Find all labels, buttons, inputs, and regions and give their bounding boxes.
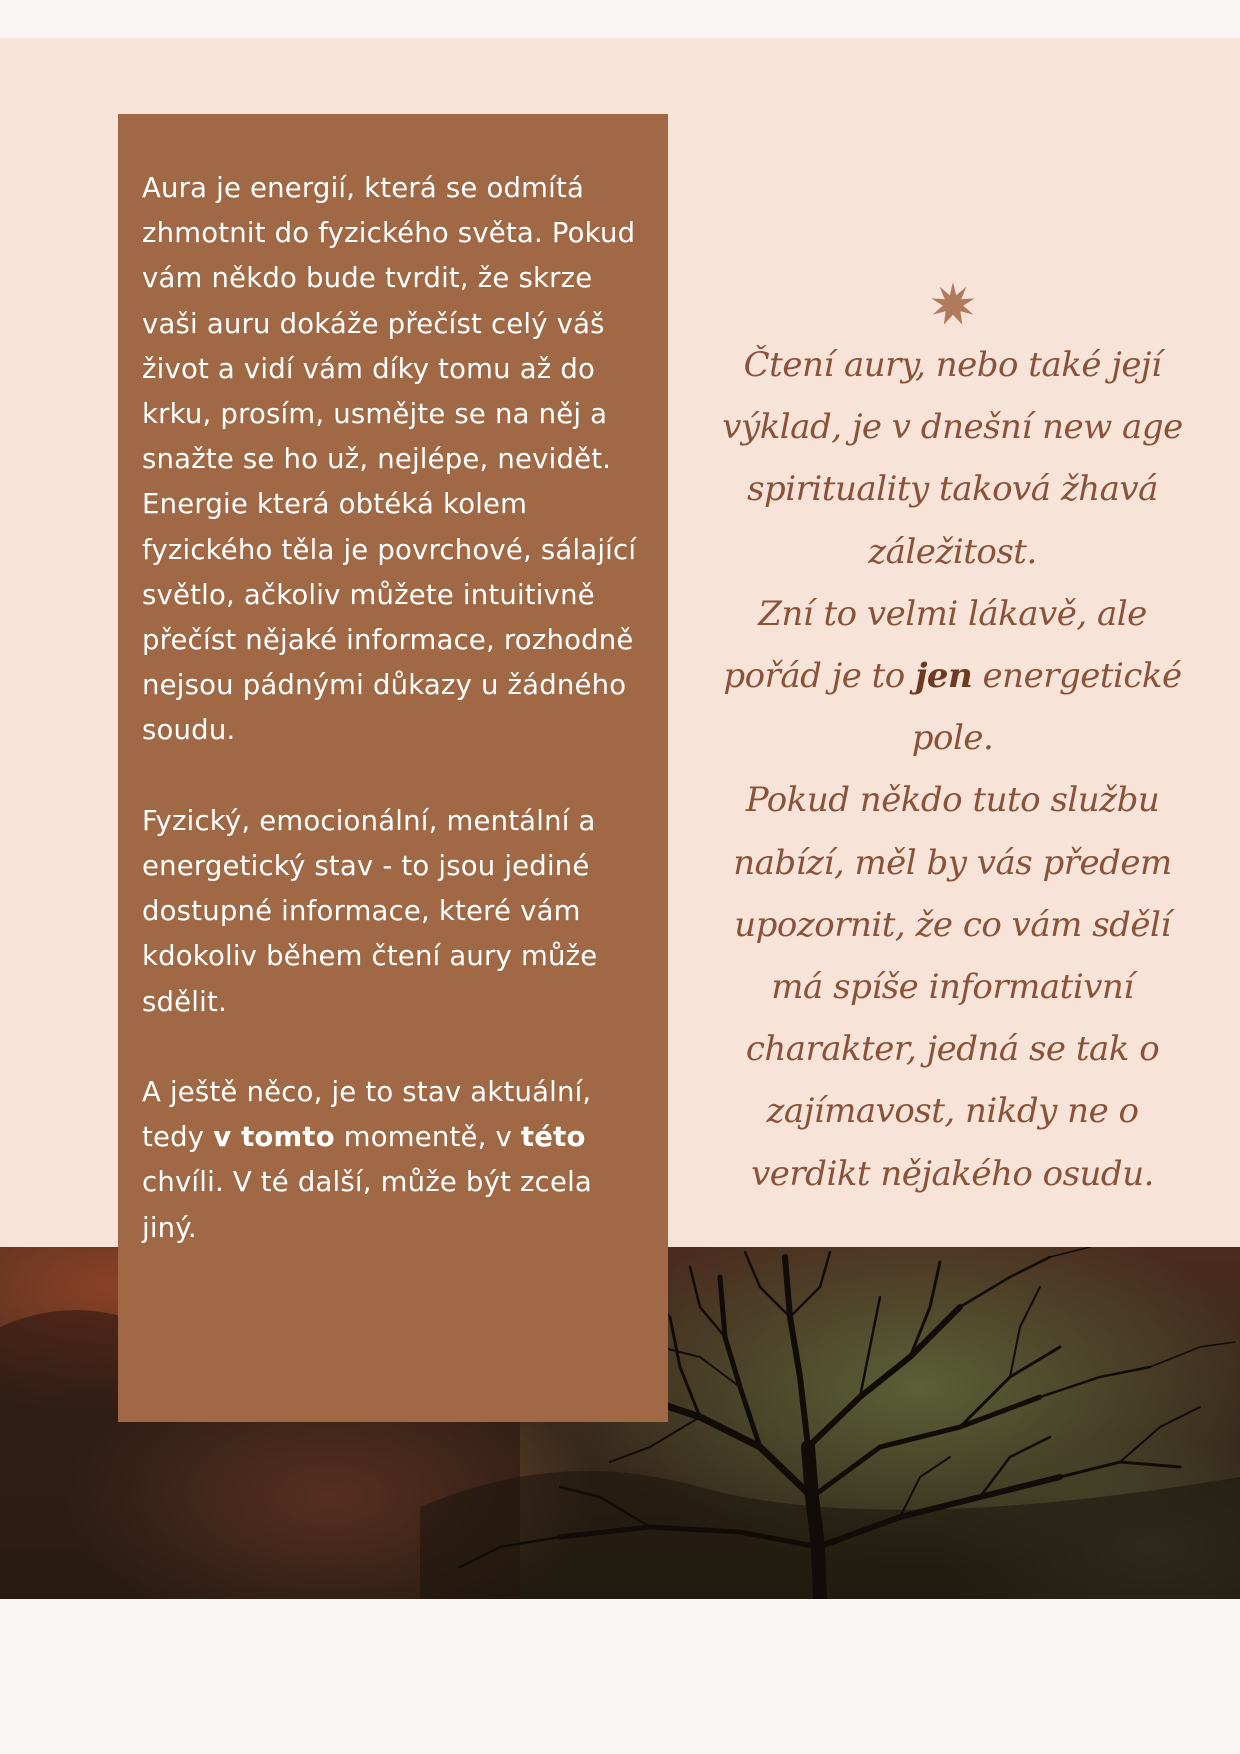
paragraph-aura: Aura je energií, která se odmítá zhmotnit do fyzického světa. Pokud vám někdo bude tvrdit, že skrze vaši auru dokáže přečíst celý váš život a vidí vám díky tomu až do krku, prosím, usmějte se na něj a snažte se ho už, nejlépe, nevidět.	[142, 172, 636, 476]
emphasis-text: této	[520, 1121, 586, 1154]
quote-column	[710, 280, 1195, 1205]
text-panel	[118, 114, 668, 1422]
paragraph-current-state	[142, 1070, 644, 1251]
quote-line: Pokud někdo tuto službu nabízí, měl by vás předem upozornit, že co vám sdělí má spíše informativní charakter, jedná se tak o zajímavost, nikdy ne o verdikt nějakého osudu.	[733, 780, 1172, 1194]
quote-text-part: energetické pole.	[911, 656, 1182, 759]
star-icon	[929, 280, 977, 328]
paragraph-states: Fyzický, emocionální, mentální a energetický stav - to jsou jediné dostupné informace, které vám kdokoliv během čtení aury může sdělit.	[142, 804, 598, 1018]
body-text	[142, 166, 644, 1251]
paragraph-gap	[142, 754, 644, 799]
paragraph-text: chvíli. V té další, může být zcela jiný.	[142, 1166, 592, 1244]
quote-line: Čtení aury, nebo také její výklad, je v dnešní new age spirituality taková žhavá záležitost.	[722, 345, 1183, 572]
paragraph-gap	[142, 1025, 644, 1070]
paragraph-text: A ještě něco, je to stav aktuální, tedy	[142, 1076, 592, 1154]
quote-text-part: Zní to velmi lákavě, ale pořád je to	[723, 593, 1147, 697]
paragraph-energy: Energie která obtéká kolem fyzického těla je povrchové, sálající světlo, ačkoliv můžete intuitivně přečíst nějaké informace, rozhodně nejsou pádnými důkazy u žádného soudu.	[142, 488, 637, 747]
quote-line	[710, 583, 1195, 770]
quote-emphasis: jen	[915, 656, 973, 697]
quote-text	[710, 334, 1195, 1205]
emphasis-text: v tomto	[213, 1121, 335, 1154]
paragraph-text: momentě, v	[334, 1121, 521, 1154]
